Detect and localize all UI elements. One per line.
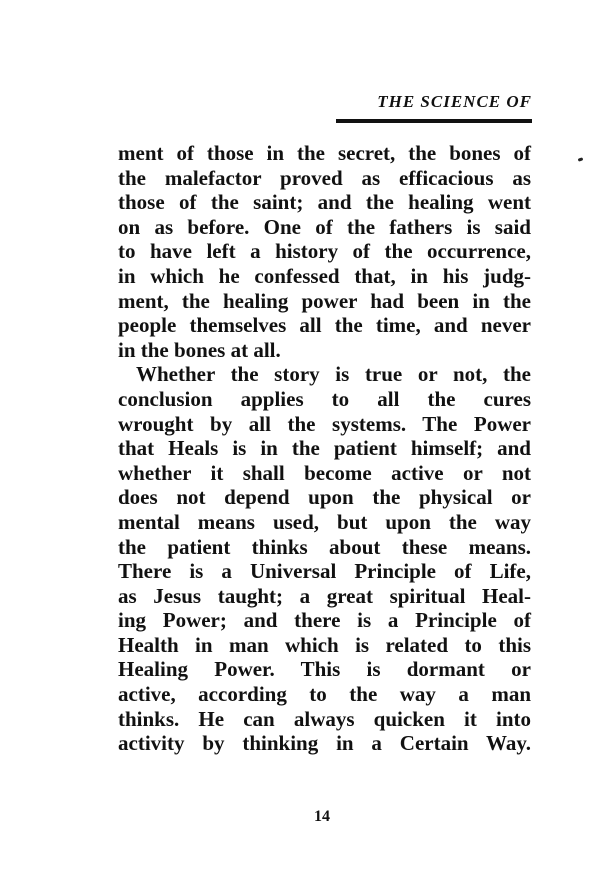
- text-line: thinks. He can always quicken it into: [118, 706, 531, 731]
- text-line: active, according to the way a man: [118, 682, 531, 707]
- text-line: those of the saint; and the healing went: [118, 190, 531, 215]
- body-text: [118, 141, 531, 756]
- text-line: the patient thinks about these means.: [118, 534, 531, 559]
- text-line: Healing Power. This is dormant or: [118, 657, 531, 682]
- text-line: on as before. One of the fathers is said: [118, 214, 531, 239]
- text-line: ment, the healing power had been in the: [118, 288, 531, 313]
- scan-speck: [578, 157, 584, 162]
- text-line: that Heals is in the patient himself; and: [118, 436, 531, 461]
- text-line: in which he confessed that, in his judg-: [118, 263, 531, 288]
- text-line: the malefactor proved as efficacious as: [118, 165, 531, 190]
- text-line: activity by thinking in a Certain Way.: [118, 731, 531, 756]
- text-line: ing Power; and there is a Principle of: [118, 608, 531, 633]
- paragraph-2: [118, 362, 531, 756]
- text-line: to have left a history of the occurrence,: [118, 239, 531, 264]
- text-line: mental means used, but upon the way: [118, 509, 531, 534]
- text-line: ment of those in the secret, the bones of: [118, 141, 531, 165]
- text-line: Health in man which is related to this: [118, 632, 531, 657]
- page-number: 14: [314, 808, 330, 825]
- text-line: wrought by all the systems. The Power: [118, 411, 531, 436]
- text-line: Whether the story is true or not, the: [136, 362, 531, 387]
- header-rule: [336, 119, 532, 123]
- text-line: whether it shall become active or not: [118, 460, 531, 485]
- text-line: does not depend upon the physical or: [118, 485, 531, 510]
- text-line: people themselves all the time, and never: [118, 313, 531, 338]
- text-line: conclusion applies to all the cures: [118, 386, 531, 411]
- text-line: There is a Universal Principle of Life,: [118, 559, 531, 584]
- paragraph-1: [118, 141, 531, 362]
- text-line: as Jesus taught; a great spiritual Heal-: [118, 583, 531, 608]
- text-line: in the bones at all.: [118, 337, 281, 362]
- running-head: THE SCIENCE OF: [377, 92, 532, 111]
